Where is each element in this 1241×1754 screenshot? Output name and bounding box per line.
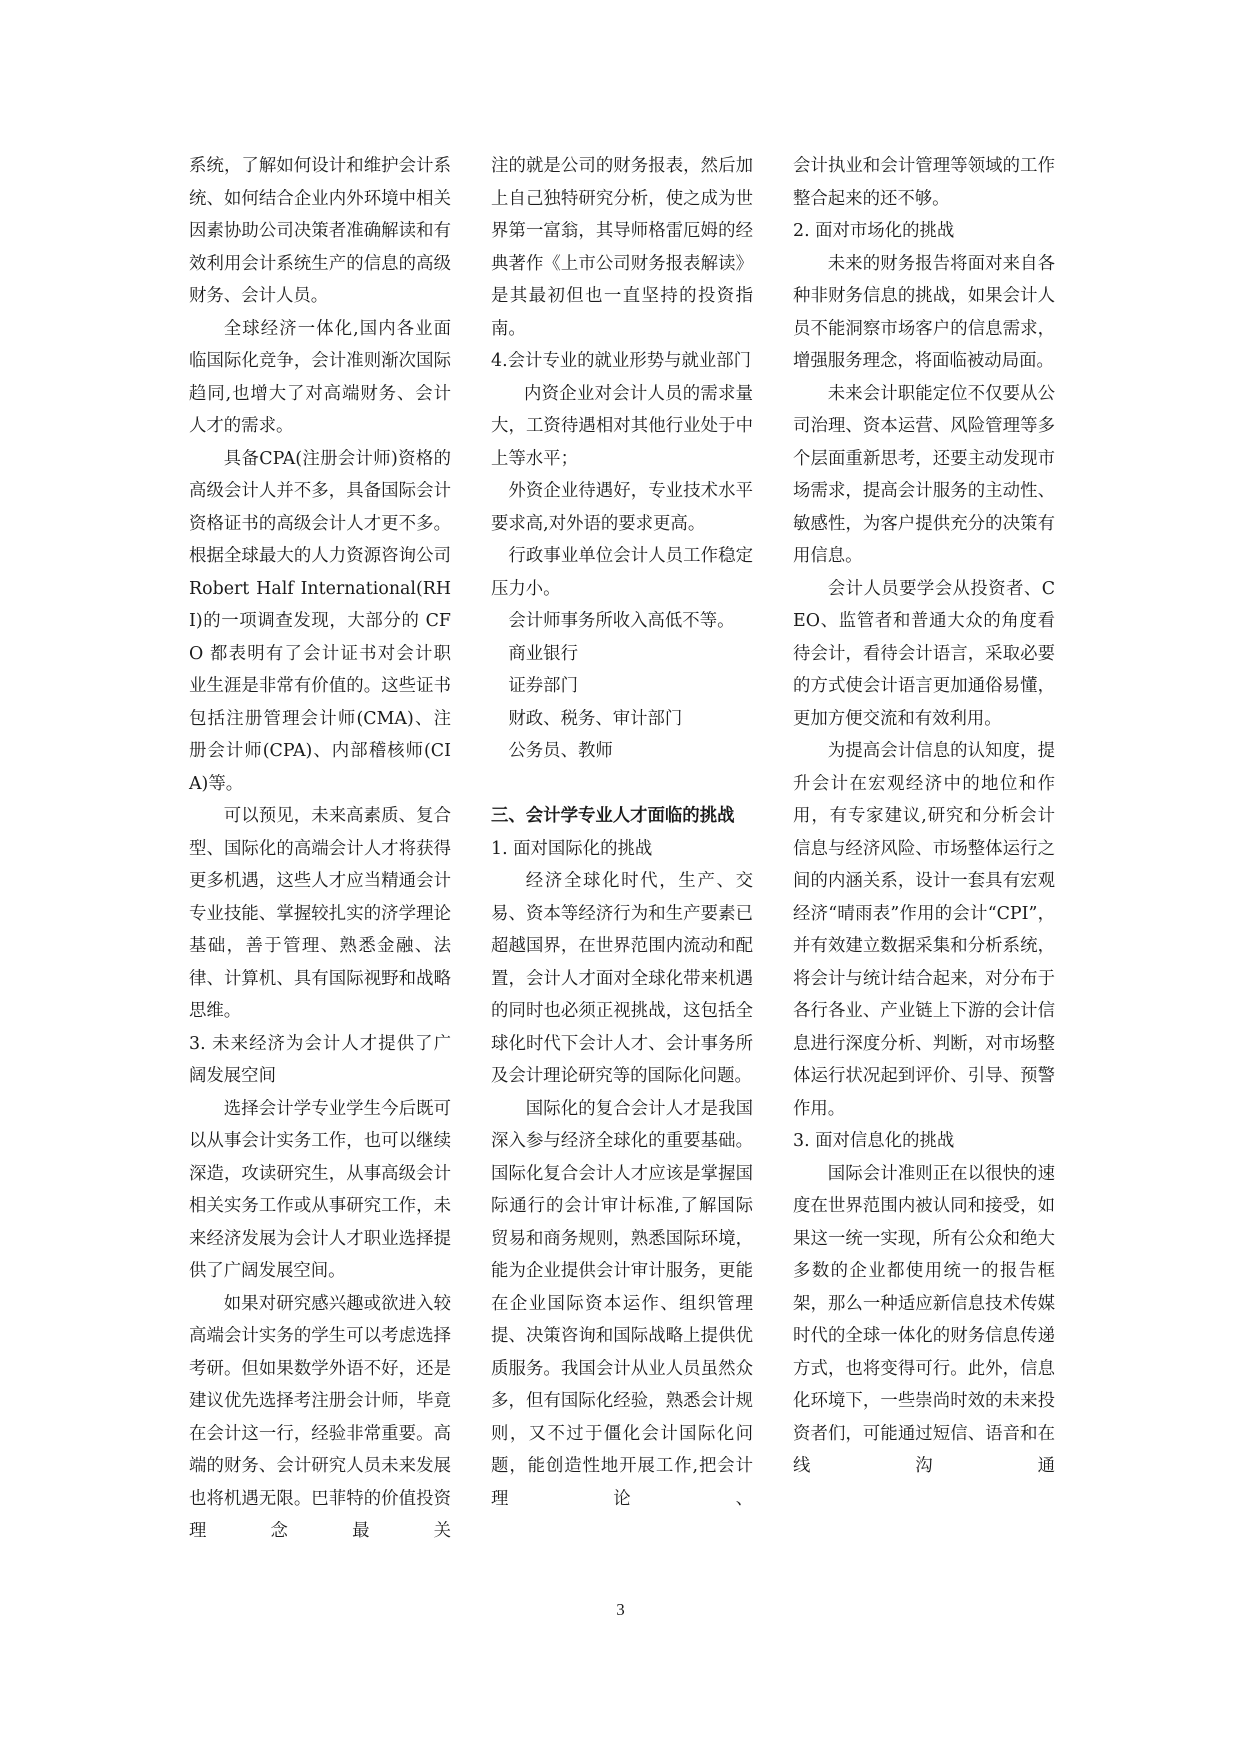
paragraph: 行政事业单位会计人员工作稳定压力小。 xyxy=(491,546,753,599)
paragraph: 国际化的复合会计人才是我国深入参与经济全球化的重要基础。国际化复合会计人才应该是掌握国际通行的会计审计标准,了解国际贸易和商务规则，熟悉国际环境，能为企业提供会计审计服务，更能在企业国际资本运作、组织管理提、决策咨询和国际战略上提供优质服务。我国会计从业人员虽然众多，但有国际化经验，熟悉会计规则，又不过于僵化会计国际化问题，能创造性地开展工作,把会计理论、 xyxy=(491,1098,753,1509)
section-heading: 4.会计专业的就业形势与就业部门 xyxy=(491,351,752,371)
section-heading: 2. 面对市场化的挑战 xyxy=(793,221,955,241)
page-number: 3 xyxy=(616,1600,625,1619)
paragraph: 未来的财务报告将面对来自各种非财务信息的挑战，如果会计人员不能洞察市场客户的信息需求，增强服务理念，将面临被动局面。 xyxy=(793,253,1055,371)
text-column-right xyxy=(793,150,1055,1483)
paragraph: 具备CPA(注册会计师)资格的高级会计人并不多，具备国际会计资格证书的高级会计人才更不多。根据全球最大的人力资源咨询公司 Robert Half International(RHI)的一项调查发现，大部分的 CFO 都表明有了会计证书对会计职业生涯是非常有价值的。这些证书包括注册管理会计师(CMA)、注册会计师(CPA)、内部稽核师(CIA)等。 xyxy=(189,448,451,794)
paragraph: 会计人员要学会从投资者、CEO、监管者和普通大众的角度看待会计，看待会计语言，采取必要的方式使会计语言更加通俗易懂，更加方便交流和有效利用。 xyxy=(793,578,1055,729)
section-heading: 3. 面对信息化的挑战 xyxy=(793,1131,955,1151)
list-item: 证券部门 xyxy=(508,676,578,696)
paragraph: 选择会计学专业学生今后既可以从事会计实务工作，也可以继续深造，攻读研究生，从事高级会计相关实务工作或从事研究工作，未来经济发展为会计人才职业选择提供了广阔发展空间。 xyxy=(189,1098,451,1281)
paragraph: 可以预见，未来高素质、复合型、国际化的高端会计人才将获得更多机遇，这些人才应当精通会计专业技能、掌握较扎实的济学理论基础，善于管理、熟悉金融、法律、计算机、具有国际视野和战略思维。 xyxy=(189,806,451,1021)
paragraph: 国际会计准则正在以很快的速度在世界范围内被认同和接受，如果这一统一实现，所有公众和绝大多数的企业都使用统一的报告框架，那么一种适应新信息技术传媒时代的全球一体化的财务信息传递方式，也将变得可行。此外，信息化环境下，一些崇尚时效的未来投资者们，可能通过短信、语音和在线沟通 xyxy=(793,1163,1055,1476)
list-item: 公务员、教师 xyxy=(508,741,613,761)
section-heading: 3. 未来经济为会计人才提供了广阔发展空间 xyxy=(189,1033,451,1086)
paragraph: 外资企业待遇好，专业技术水平要求高,对外语的要求更高。 xyxy=(491,481,753,534)
paragraph: 为提高会计信息的认知度，提升会计在宏观经济中的地位和作用，有专家建议,研究和分析会计信息与经济风险、市场整体运行之间的内涵关系，设计一套具有宏观经济“晴雨表”作用的会计“CPI”，并有效建立数据采集和分析系统，将会计与统计结合起来，对分布于各行各业、产业链上下游的会计信息进行深度分析、判断，对市场整体运行状况起到评价、引导、预警作用。 xyxy=(793,741,1055,1119)
paragraph: 如果对研究感兴趣或欲进入较高端会计实务的学生可以考虑选择考研。但如果数学外语不好，还是建议优先选择考注册会计师，毕竟在会计这一行，经验非常重要。高端的财务、会计研究人员未来发展也将机遇无限。巴菲特的价值投资理念最关 xyxy=(189,1293,451,1541)
paragraph: 内资企业对会计人员的需求量大，工资待遇相对其他行业处于中上等水平； xyxy=(491,383,753,469)
paragraph: 未来会计职能定位不仅要从公司治理、资本运营、风险管理等多个层面重新思考，还要主动发现市场需求，提高会计服务的主动性、敏感性，为客户提供充分的决策有用信息。 xyxy=(793,383,1055,566)
text-column-middle xyxy=(491,150,753,1515)
list-item: 财政、税务、审计部门 xyxy=(508,708,683,729)
paragraph: 全球经济一体化,国内各业面临国际化竞争，会计准则渐次国际趋同,也增大了对高端财务、会计人才的需求。 xyxy=(189,318,451,436)
spacer xyxy=(491,768,753,801)
paragraph: 注的就是公司的财务报表，然后加上自己独特研究分析，使之成为世界第一富翁，其导师格雷厄姆的经典著作《上市公司财务报表解读》是其最初但也一直坚持的投资指南。 xyxy=(491,156,753,339)
section-heading: 1. 面对国际化的挑战 xyxy=(491,838,653,859)
paragraph: 系统，了解如何设计和维护会计系统、如何结合企业内外环境中相关因素协助公司决策者准确解读和有效利用会计系统生产的信息的高级财务、会计人员。 xyxy=(189,156,451,306)
list-item: 会计师事务所收入高低不等。 xyxy=(508,611,735,631)
paragraph: 经济全球化时代，生产、交易、资本等经济行为和生产要素已超越国界，在世界范围内流动和配置，会计人才面对全球化带来机遇的同时也必须正视挑战，这包括全球化时代下会计人才、会计事务所及会计理论研究等的国际化问题。 xyxy=(491,871,753,1086)
text-column-left xyxy=(189,150,451,1548)
paragraph: 会计执业和会计管理等领域的工作整合起来的还不够。 xyxy=(793,156,1055,209)
list-item: 商业银行 xyxy=(508,643,578,664)
chapter-heading: 三、会计学专业人才面临的挑战 xyxy=(491,806,735,826)
